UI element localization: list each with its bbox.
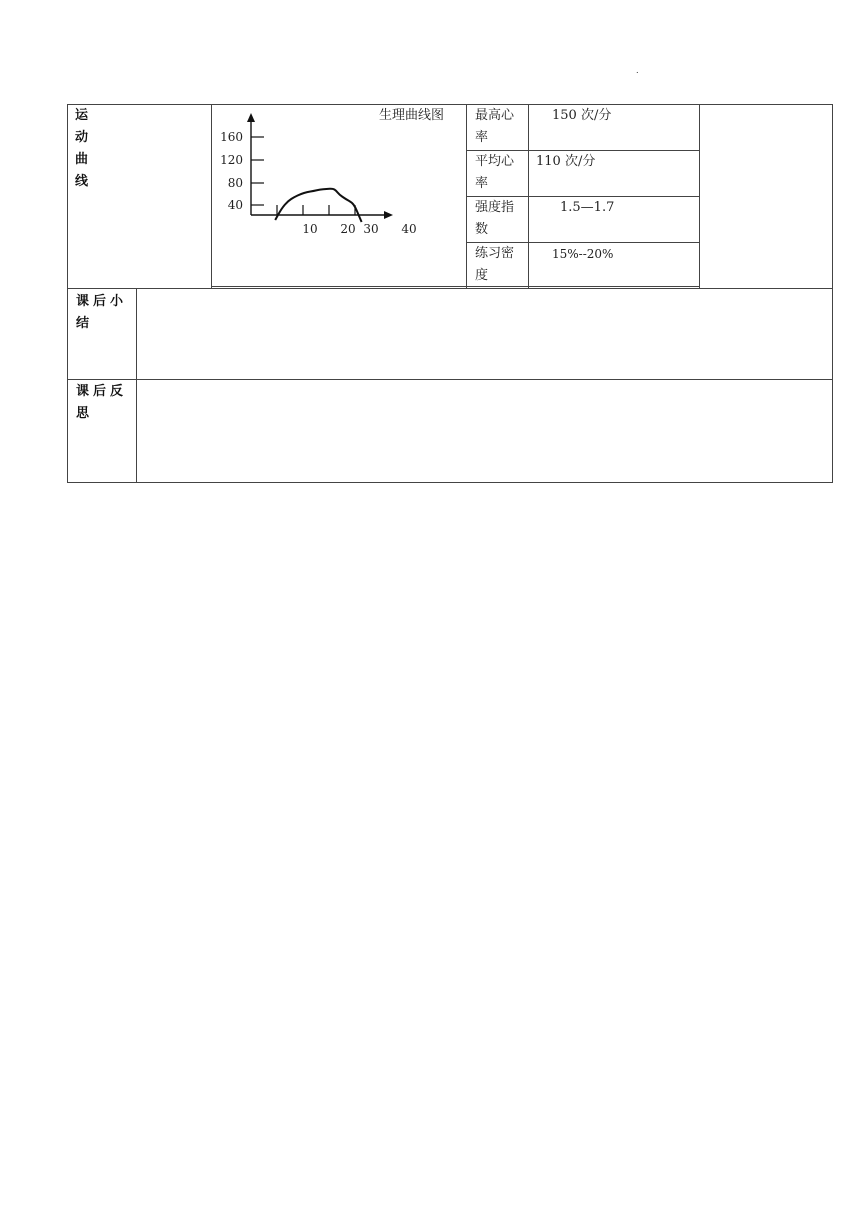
heart-rate-curve (275, 189, 361, 222)
x-axis-arrow (384, 211, 393, 219)
metric-value-density: 15%--20% (552, 247, 614, 261)
chart-title: 生理曲线图 (379, 108, 445, 123)
header-dot: . (636, 66, 639, 75)
y-tick-label: 40 (227, 198, 243, 212)
metric-value-avg-hr: 110 次/分 (536, 154, 596, 169)
metric-label-avg-hr: 平均心率 (475, 154, 515, 191)
physiology-curve-chart (0, 0, 860, 300)
metric-value-intensity: 1.5—1.7 (560, 200, 615, 215)
metric-label-max-hr: 最高心率 (475, 108, 515, 145)
metric-label-density: 练习密度 (475, 246, 515, 283)
y-tick-label: 80 (227, 176, 243, 190)
metric-label-intensity: 强度指数 (475, 200, 515, 237)
x-tick-label: 40 (401, 222, 417, 236)
x-tick-label: 30 (363, 222, 379, 236)
after-summary-label: 课后小结 (76, 294, 128, 331)
y-tick-label: 120 (220, 153, 243, 167)
row-divider-2 (67, 379, 833, 380)
x-tick-label: 10 (302, 222, 318, 236)
y-tick-label: 160 (220, 130, 243, 144)
summary-label-divider (136, 288, 137, 483)
y-axis-arrow (247, 113, 255, 122)
motion-curve-label: 运动曲线 (75, 108, 89, 189)
metric-value-max-hr: 150 次/分 (552, 108, 612, 123)
after-reflection-label: 课后反思 (76, 384, 128, 421)
x-tick-label: 20 (340, 222, 356, 236)
